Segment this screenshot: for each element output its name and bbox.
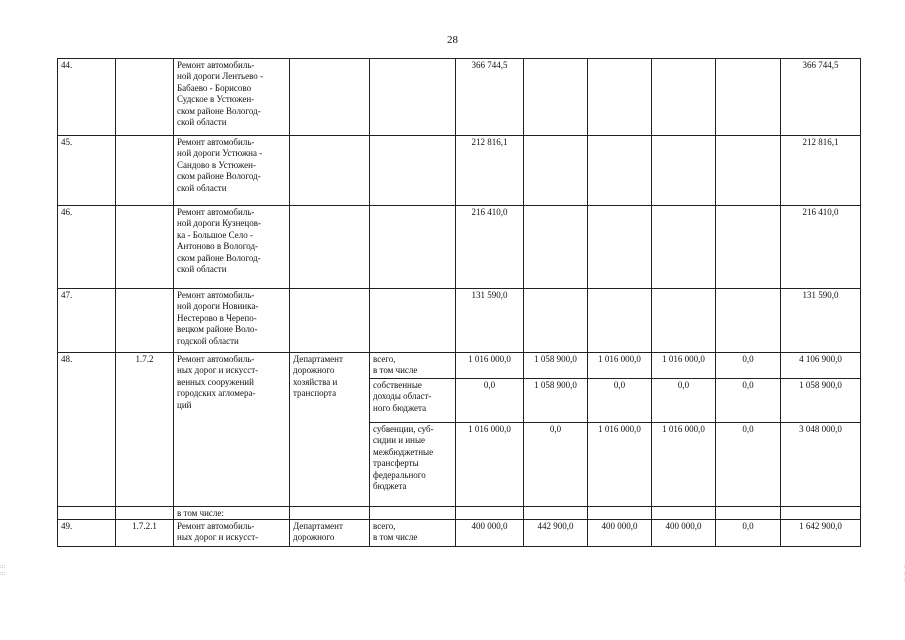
row-code (116, 59, 174, 136)
row-value-4 (652, 289, 716, 353)
row-name: Ремонт автомобиль- ных дорог и искусст- (174, 520, 290, 547)
page-number: 28 (447, 34, 458, 46)
row-value-5 (716, 206, 781, 289)
row-number: 46. (58, 206, 116, 289)
table-row (58, 136, 861, 206)
row-number: 44. (58, 59, 116, 136)
row-executor (290, 206, 370, 289)
row-value-4: 1 016 000,0 (652, 353, 716, 379)
row-value-2 (524, 206, 588, 289)
row-number: 49. (58, 520, 116, 547)
row-total: 212 816,1 (781, 136, 861, 206)
row-code (116, 289, 174, 353)
row-value-2: 442 900,0 (524, 520, 588, 547)
row-value-2: 1 058 900,0 (524, 353, 588, 379)
row-value-4: 400 000,0 (652, 520, 716, 547)
row-number: 47. (58, 289, 116, 353)
row-value-3 (588, 136, 652, 206)
row-code (116, 136, 174, 206)
row-value-5 (716, 59, 781, 136)
table-row (58, 59, 861, 136)
left-margin-mark: ::: ::: (0, 564, 6, 577)
table-row (58, 353, 861, 379)
right-margin-mark: : : : (903, 564, 905, 584)
row-name: Ремонт автомобиль- ной дороги Кузнецов- ка - Большое Село - Антоново в Вологод- ском районе Вологод- ской области (174, 206, 290, 289)
row-total: 4 106 900,0 (781, 353, 861, 379)
row-value-2 (524, 289, 588, 353)
row-value-1: 366 744,5 (456, 59, 524, 136)
row-value-4: 1 016 000,0 (652, 423, 716, 507)
row-value-1: 1 016 000,0 (456, 353, 524, 379)
row-value-5: 0,0 (716, 520, 781, 547)
row-source: всего, в том числе (370, 520, 456, 547)
row-value-2: 1 058 900,0 (524, 379, 588, 423)
row-value-4 (652, 59, 716, 136)
row-value-2 (524, 59, 588, 136)
subheading: в том числе: (174, 507, 290, 520)
row-total: 1 642 900,0 (781, 520, 861, 547)
row-total: 366 744,5 (781, 59, 861, 136)
table-subheading-row (58, 507, 861, 520)
row-value-2 (524, 136, 588, 206)
row-value-1: 131 590,0 (456, 289, 524, 353)
row-name: Ремонт автомобиль- ной дороги Новинка- Нестерово в Черепо- вецком районе Воло- годской области (174, 289, 290, 353)
row-code: 1.7.2.1 (116, 520, 174, 547)
row-executor (290, 59, 370, 136)
row-total: 3 048 000,0 (781, 423, 861, 507)
row-number: 45. (58, 136, 116, 206)
row-name: Ремонт автомобиль- ных дорог и искусст- венных сооружений городских агломера- ций (174, 353, 290, 507)
row-name: Ремонт автомобиль- ной дороги Лентьево - Бабаево - Борисово Судское в Устюжен- ском районе Вологод- ской области (174, 59, 290, 136)
row-source: собственные доходы област- ного бюджета (370, 379, 456, 423)
row-value-3 (588, 59, 652, 136)
row-executor: Департамент дорожного хозяйства и транспорта (290, 353, 370, 507)
row-executor: Департамент дорожного (290, 520, 370, 547)
row-value-1: 0,0 (456, 379, 524, 423)
row-value-1: 216 410,0 (456, 206, 524, 289)
row-value-2: 0,0 (524, 423, 588, 507)
row-name: Ремонт автомобиль- ной дороги Устюжна - Сандово в Устюжен- ском районе Вологод- ской области (174, 136, 290, 206)
row-source: субвенции, суб- сидии и иные межбюджетные трансферты федерального бюджета (370, 423, 456, 507)
row-value-3: 0,0 (588, 379, 652, 423)
row-total: 131 590,0 (781, 289, 861, 353)
row-source (370, 289, 456, 353)
table-row (58, 520, 861, 547)
row-value-5: 0,0 (716, 379, 781, 423)
row-value-5: 0,0 (716, 423, 781, 507)
row-value-3 (588, 206, 652, 289)
row-number: 48. (58, 353, 116, 507)
row-value-3 (588, 289, 652, 353)
row-executor (290, 136, 370, 206)
row-value-3: 1 016 000,0 (588, 353, 652, 379)
row-code (116, 206, 174, 289)
row-source (370, 206, 456, 289)
budget-table (57, 58, 861, 547)
row-value-3: 1 016 000,0 (588, 423, 652, 507)
row-value-5 (716, 289, 781, 353)
table-row (58, 289, 861, 353)
row-value-4 (652, 136, 716, 206)
table-row (58, 206, 861, 289)
row-code: 1.7.2 (116, 353, 174, 507)
row-value-4 (652, 206, 716, 289)
row-total: 216 410,0 (781, 206, 861, 289)
row-total: 1 058 900,0 (781, 379, 861, 423)
row-source (370, 59, 456, 136)
row-source: всего, в том числе (370, 353, 456, 379)
row-value-1: 212 816,1 (456, 136, 524, 206)
row-executor (290, 289, 370, 353)
row-value-5: 0,0 (716, 353, 781, 379)
row-value-4: 0,0 (652, 379, 716, 423)
row-value-1: 1 016 000,0 (456, 423, 524, 507)
row-source (370, 136, 456, 206)
row-value-5 (716, 136, 781, 206)
row-value-1: 400 000,0 (456, 520, 524, 547)
row-value-3: 400 000,0 (588, 520, 652, 547)
